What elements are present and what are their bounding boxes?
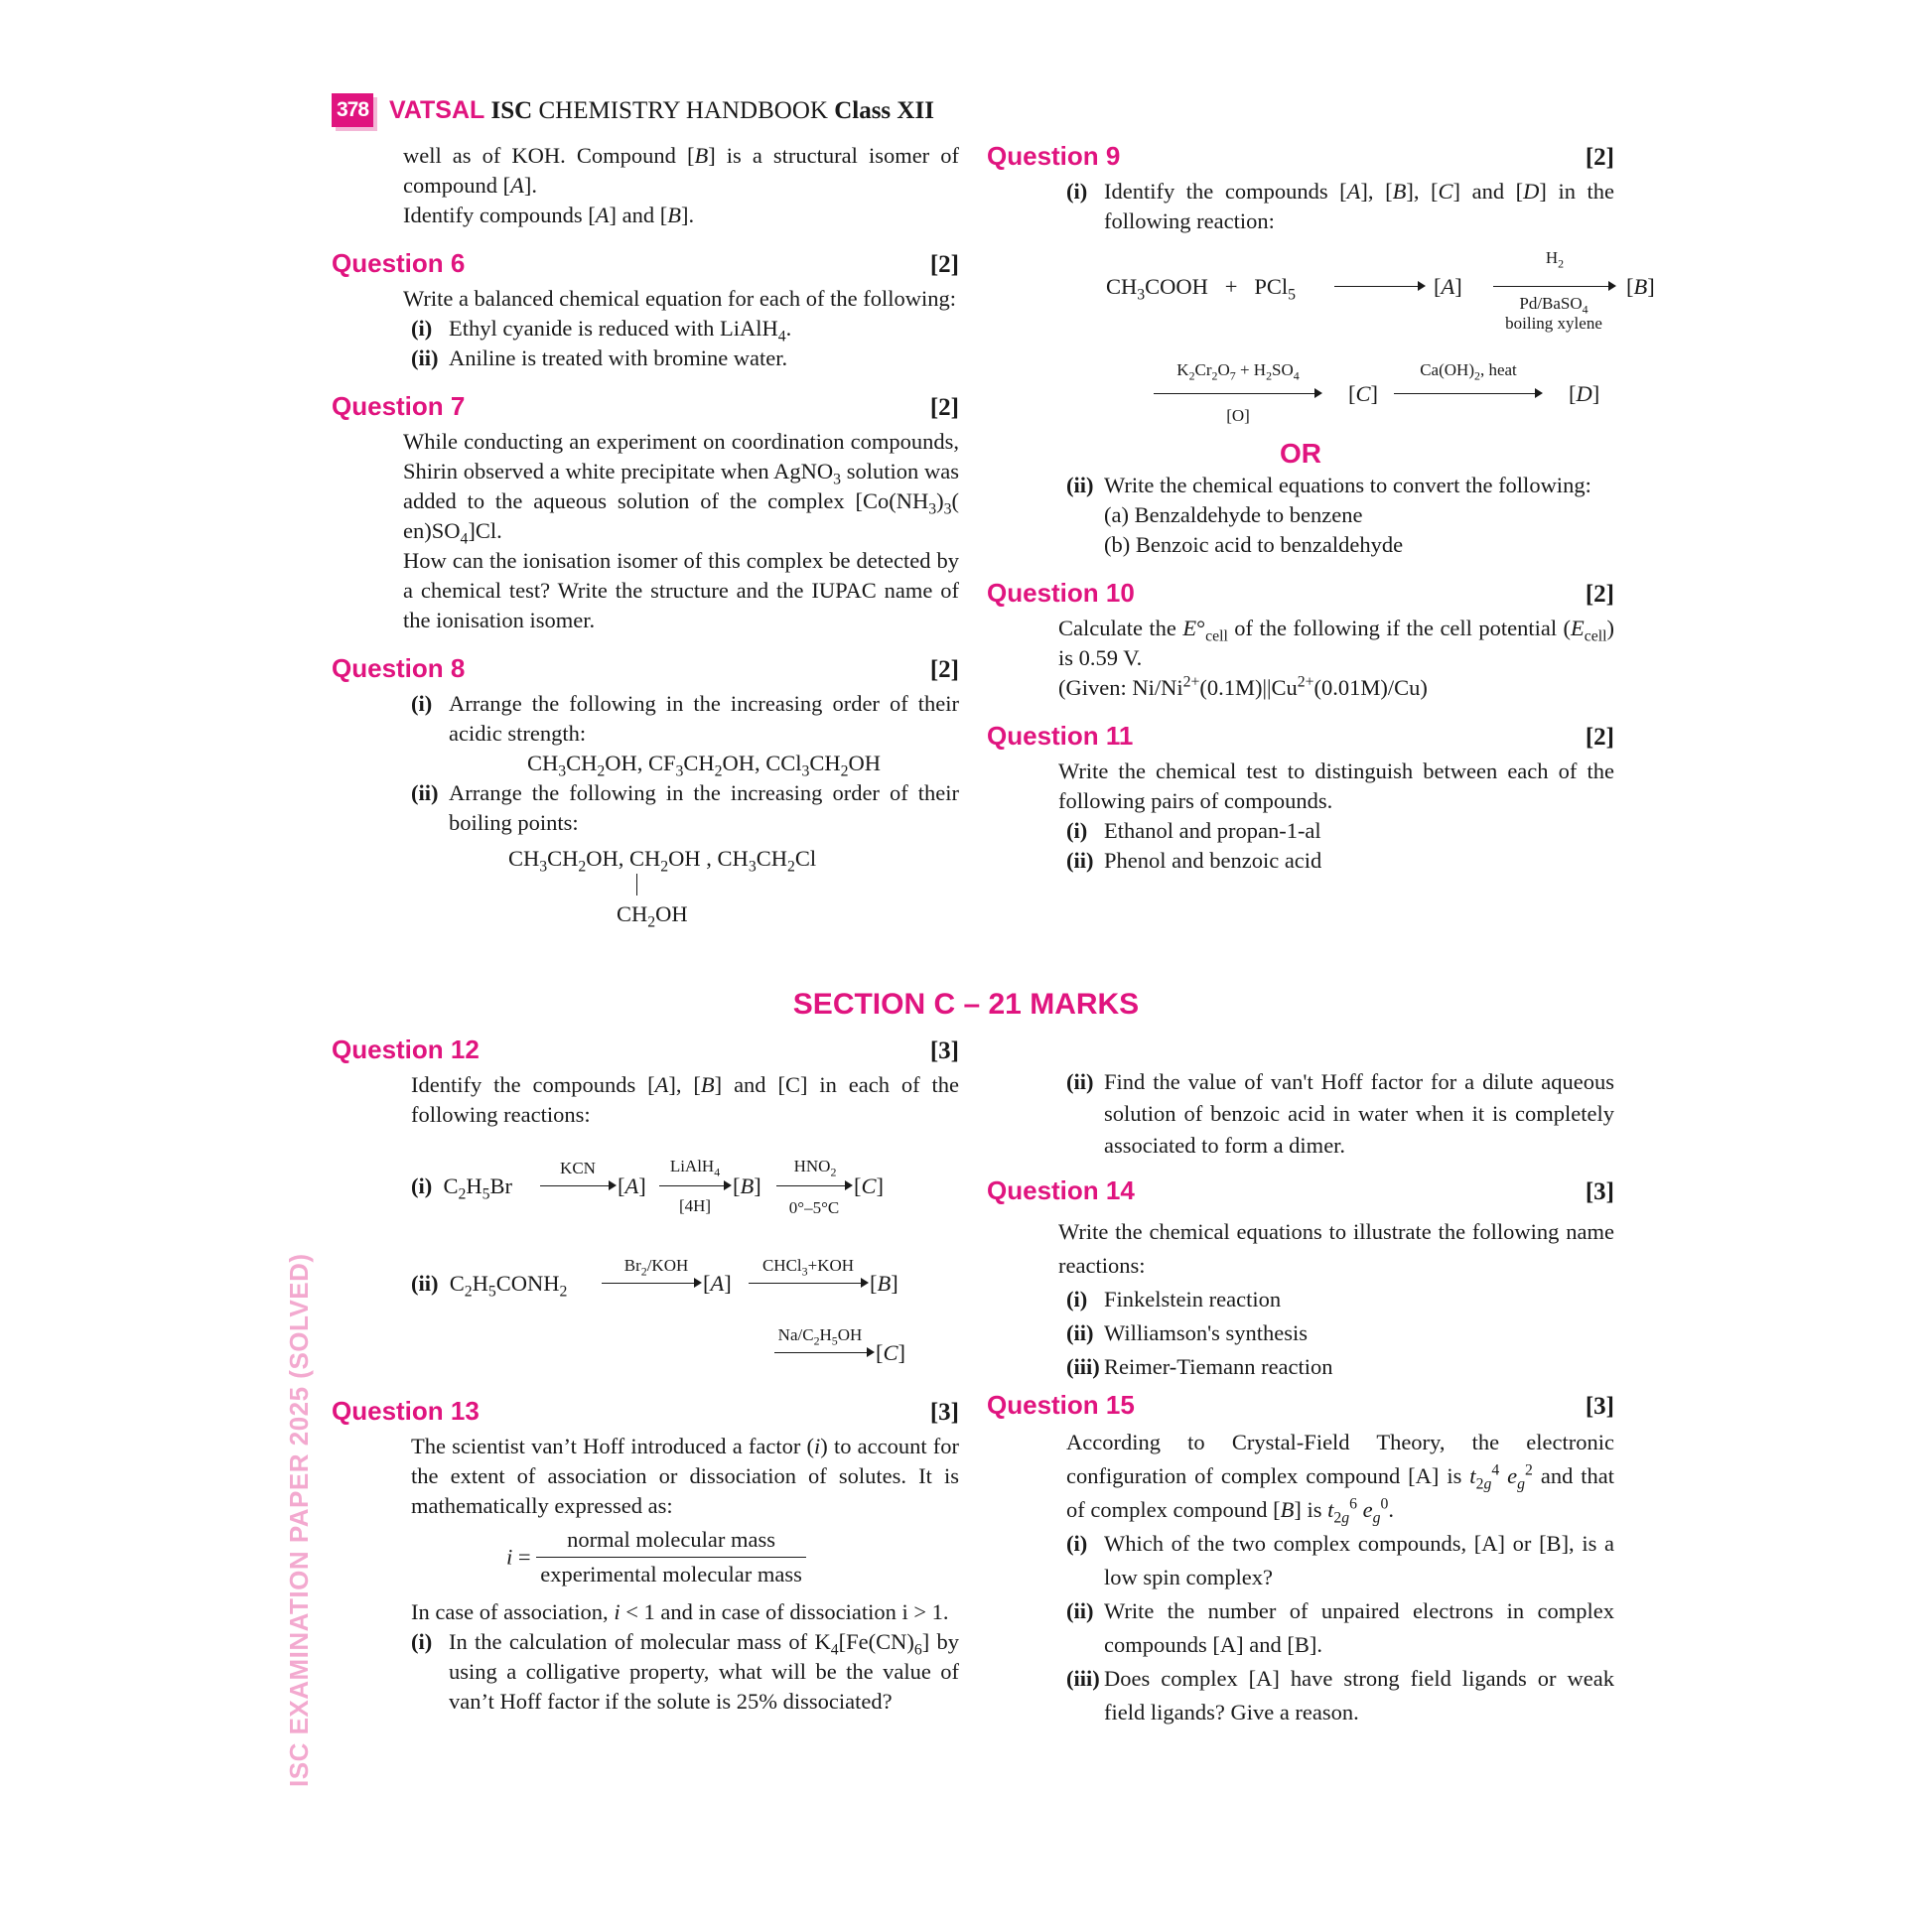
- q10-given: (Given: $Ni/Ni^{2+}(0.1M)||Cu^{2+}(0.01M)/Cu$): [1058, 673, 1428, 700]
- q15-text: According to Crystal-Field Theory, the electronic configuration of complex compound [A] is $t_{2g}^4$ $e_g^2$ and that of complex compound [B] is $t_{2g}^6$ $e_g^0$.: [1066, 1430, 1614, 1527]
- q9-part2-item: (b) Benzoic acid to benzaldehyde: [1104, 532, 1404, 557]
- question-7: [332, 391, 959, 635]
- side-label: ISC EXAMINATION PAPER 2025 (SOLVED): [284, 1253, 314, 1787]
- q8-item-text: Arrange the following in the increasing order of their acidic strength:: [449, 691, 959, 746]
- question-13: [332, 1396, 959, 1717]
- q13-item-label: (i): [411, 1629, 433, 1654]
- q11-marks: [2]: [1585, 724, 1614, 751]
- q13-text: The scientist van’t Hoff introduced a factor (i) to account for the extent of association or dissociation of solutes. It is mathematically expressed as:: [411, 1434, 959, 1518]
- q13-marks: [3]: [929, 1399, 959, 1426]
- q6-marks: [2]: [929, 251, 959, 278]
- question-10: [987, 578, 1614, 703]
- q10-text: Calculate the $E^\circ_{cell}$ of the following if the cell potential $(E_{cell})$ is 0.59 V.: [1058, 616, 1615, 670]
- class-label: Class XII: [834, 97, 934, 124]
- reaction-label: (ii): [411, 1271, 439, 1296]
- formula-numerator: normal molecular mass: [536, 1525, 806, 1558]
- q13-title: Question 13: [332, 1396, 480, 1426]
- q6-item-label: (i): [411, 316, 433, 341]
- q7-marks: [2]: [929, 394, 959, 421]
- q12-title: Question 12: [332, 1035, 480, 1064]
- q7-title: Question 7: [332, 391, 466, 421]
- reaction-arrow: [1394, 393, 1541, 394]
- q6-item-label: (ii): [411, 345, 439, 370]
- q6-item-text: Ethyl cyanide is reduced with LiAlH$_4$.: [449, 316, 792, 345]
- q15-item-label: (iii): [1066, 1666, 1100, 1691]
- q9-part2-text: Write the chemical equations to convert the following:: [1104, 473, 1591, 497]
- q9-reaction: $CH_3COOH + PCl_5$ [A] $H_2$ Pd/BaSO$_4$ boiling xylene [B] $K_2Cr_2O_7 + H_2SO_4$ [O] [C] $Ca(OH)_2$, heat [D]: [1106, 248, 1655, 425]
- q9-part-label: (i): [1066, 179, 1088, 204]
- question-6: [332, 248, 959, 373]
- q14-item-text: Finkelstein reaction: [1104, 1287, 1282, 1311]
- q12-text: Identify the compounds [A], [B] and [C] in each of the following reactions:: [411, 1072, 959, 1127]
- brand-name: VATSAL: [389, 96, 485, 124]
- q11-title: Question 11: [987, 721, 1134, 751]
- q6-item-text: Aniline is treated with bromine water.: [449, 345, 788, 370]
- q14-title: Question 14: [987, 1175, 1135, 1205]
- reaction-label: (i): [411, 1173, 433, 1198]
- q14-item-label: (iii): [1066, 1354, 1100, 1379]
- q14-item-label: (i): [1066, 1287, 1088, 1311]
- q8-title: Question 8: [332, 653, 466, 683]
- page-number: 378: [332, 93, 373, 127]
- q11-item-text: Phenol and benzoic acid: [1104, 848, 1322, 873]
- left-column-upper: [332, 141, 959, 931]
- q15-item-label: (i): [1066, 1531, 1088, 1556]
- q13-item-text: Find the value of van't Hoff factor for a dilute aqueous solution of benzoic acid in water when it is completely associated to form a dimer.: [1104, 1069, 1614, 1158]
- q15-title: Question 15: [987, 1390, 1135, 1420]
- q14-marks: [3]: [1585, 1178, 1614, 1205]
- q8-item-text: Arrange the following in the increasing order of their boiling points:: [449, 780, 959, 835]
- reaction-arrow: [1493, 286, 1612, 287]
- right-column-lower: [987, 1066, 1614, 1729]
- question-8: [332, 653, 959, 931]
- q11-item-text: Ethanol and propan-1-al: [1104, 818, 1321, 843]
- q15-item-text: Does complex [A] have strong field ligands or weak field ligands? Give a reason.: [1104, 1666, 1614, 1725]
- q6-title: Question 6: [332, 248, 466, 278]
- series-name: ISC: [490, 97, 533, 124]
- q11-text: Write the chemical test to distinguish between each of the following pairs of compounds.: [1058, 759, 1614, 813]
- q15-item-label: (ii): [1066, 1598, 1094, 1623]
- question-12: [332, 1035, 959, 1382]
- q13-text-2: In case of association, i < 1 and in case of dissociation i > 1.: [411, 1599, 949, 1624]
- section-c-heading: SECTION C – 21 MARKS: [792, 988, 1140, 1021]
- left-column-lower: [332, 1035, 959, 1717]
- q14-item-text: Williamson's synthesis: [1104, 1320, 1309, 1345]
- q8-formula-2: $CH_3CH_2OH$, $CH_2OH$ , $CH_3CH_2Cl$ $CH_2OH$: [508, 846, 817, 931]
- q13-item-text: In the calculation of molecular mass of $K_4[Fe(CN)_6]$ by using a colligative property, what will be the value of van’t Hoff factor if the solute is 25% dissociated?: [449, 1629, 959, 1714]
- q12-marks: [3]: [929, 1037, 959, 1064]
- q7-text: While conducting an experiment on coordination compounds, Shirin observed a white precipitate when AgNO$_3$ solution was added to the aqueous solution of the complex [$Co(NH_3)_3$( $en)SO_4]Cl$.: [403, 429, 959, 548]
- q9-part2-item: (a) Benzaldehyde to benzene: [1104, 502, 1363, 527]
- q13-formula: i = $\frac{\text{normal molecular mass}}{\text{experimental molecular mass}}$: [411, 1525, 959, 1589]
- q9-title: Question 9: [987, 141, 1121, 171]
- running-header: [389, 96, 934, 125]
- q10-marks: [2]: [1585, 581, 1614, 608]
- q8-formula-1: $CH_3CH_2OH$, $CF_3CH_2OH$, $CCl_3CH_2OH$: [526, 751, 882, 780]
- reaction-condition: 0°–5°C: [788, 1198, 840, 1217]
- q14-item-label: (ii): [1066, 1320, 1094, 1345]
- formula-denominator: experimental molecular mass: [540, 1562, 802, 1587]
- question-11: [987, 721, 1614, 876]
- right-column-upper: [987, 141, 1655, 876]
- q8-item-label: (ii): [411, 780, 439, 805]
- q8-item-label: (i): [411, 691, 433, 716]
- q15-item-text: Write the number of unpaired electrons in complex compounds [A] and [B].: [1104, 1598, 1614, 1657]
- q7-text-2: How can the ionisation isomer of this complex be detected by a chemical test? Write the structure and the IUPAC name of the ionisation isomer.: [403, 548, 959, 632]
- reaction-arrow: [1334, 286, 1424, 287]
- question-15: [987, 1390, 1614, 1729]
- reaction-arrow: [1154, 393, 1320, 394]
- q13-continuation: [987, 1066, 1614, 1162]
- q14-item-text: Reimer-Tiemann reaction: [1104, 1354, 1333, 1379]
- q15-item-text: Which of the two complex compounds, [A] or [B], is a low spin complex?: [1104, 1531, 1614, 1589]
- q13-item-label: (ii): [1066, 1069, 1094, 1094]
- q12-reactions: (i) $C_2H_5Br$ KCN [A] LiAlH$_4$ [4H] [B] $HNO_2$ 0°–5°C [C] (ii) $C_2H_5CONH_2$ $Br_2$/KOH [A] CHCl$_3$+KOH [B] $Na/C_2H_5OH$ [C]: [411, 1157, 906, 1365]
- question-9: [987, 141, 1655, 560]
- q6-text: Write a balanced chemical equation for each of the following:: [403, 286, 956, 311]
- q8-marks: [2]: [929, 656, 959, 683]
- book-title: CHEMISTRY HANDBOOK: [538, 97, 828, 124]
- q9-part-label: (ii): [1066, 473, 1094, 497]
- question-14: [987, 1175, 1614, 1384]
- or-label: OR: [1280, 438, 1321, 469]
- q9-part1-text: Identify the compounds [A], [B], [C] and [D] in the following reaction:: [1104, 179, 1614, 233]
- q15-marks: [3]: [1585, 1393, 1614, 1420]
- q9-marks: [2]: [1585, 144, 1614, 171]
- q5-continuation: well as of KOH. Compound [B] is a structural isomer of compound [A]. Identify compounds [A] and [B].: [403, 143, 959, 227]
- q14-text: Write the chemical equations to illustrate the following name reactions:: [1058, 1219, 1614, 1278]
- q10-title: Question 10: [987, 578, 1135, 608]
- q11-item-label: (ii): [1066, 848, 1094, 873]
- q11-item-label: (i): [1066, 818, 1088, 843]
